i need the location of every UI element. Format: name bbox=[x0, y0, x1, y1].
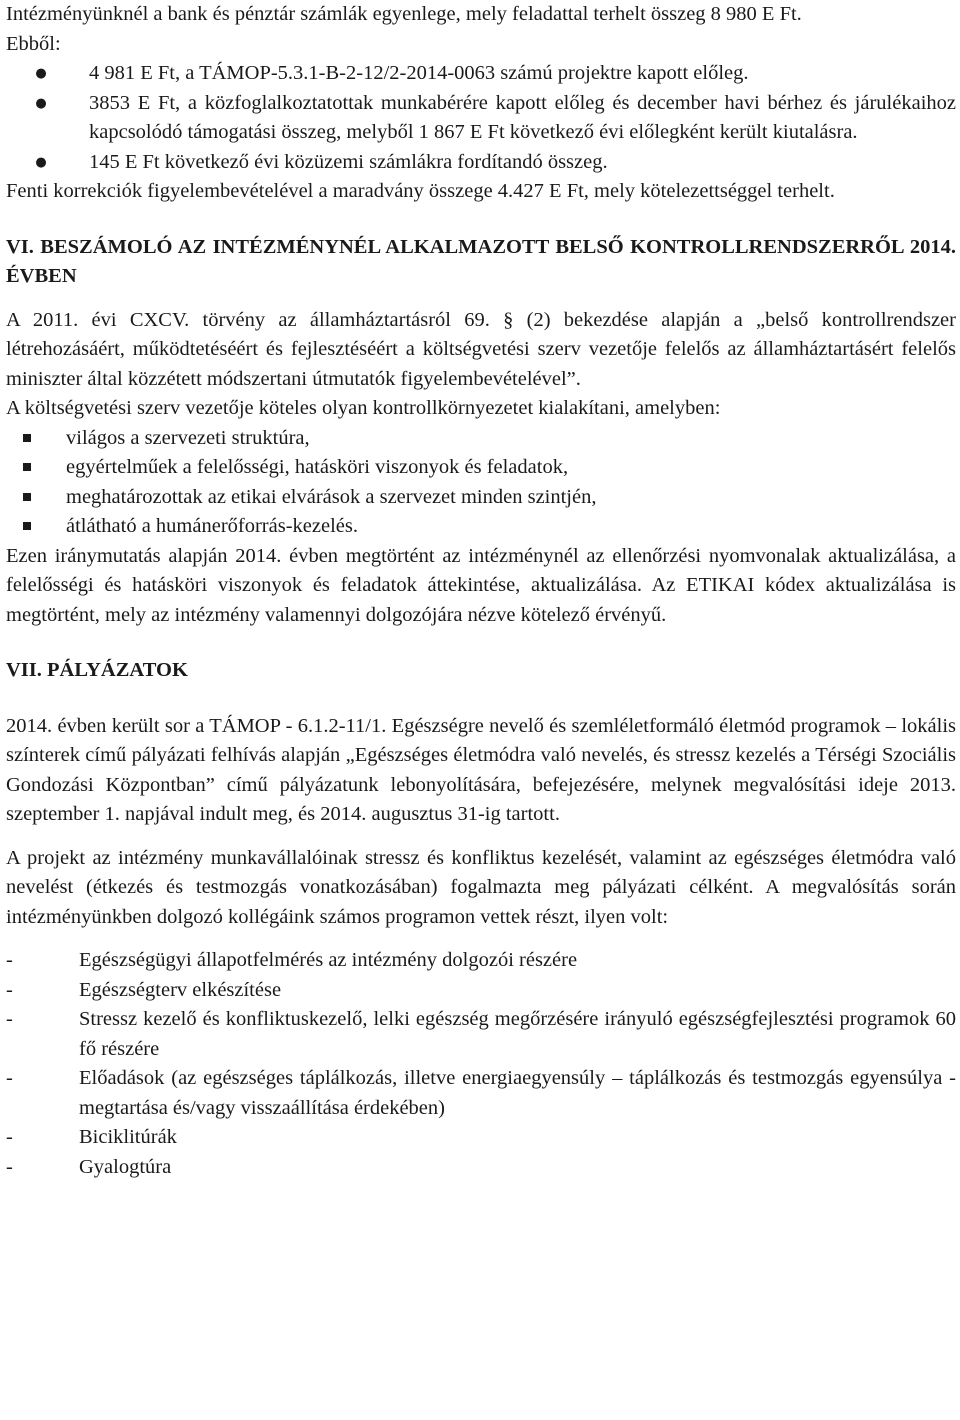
list-item: meghatározottak az etikai elvárások a szervezet minden szintjén, bbox=[6, 483, 956, 513]
square-bullet-icon bbox=[23, 463, 31, 471]
dash-bullet-icon: - bbox=[6, 1126, 13, 1148]
dash-bullet-icon: - bbox=[6, 1155, 13, 1178]
list-item: ● 3853 E Ft, a közfoglalkoztatottak munkabérére kapott előleg és december havi bérhez és járulékaihoz kapcsolódó támogatási összeg, melyből 1 867 E Ft következő évi előlegként került kiutalásra. bbox=[6, 89, 956, 148]
section-6-paragraph-3: Ezen iránymutatás alapján 2014. évben megtörtént az intézménynél az ellenőrzési nyomvonalak aktualizálása, a felelősségi és hatásköri viszonyok és feladatok áttekintése, aktualizálása. Az ETIKAI kódex aktualizálása is megtörtént, mely az intézmény valamennyi dolgozójára nézve kötelező érvényű. bbox=[6, 544, 956, 626]
square-bullet-icon bbox=[23, 434, 31, 442]
section-6-paragraph-2: A költségvetési szerv vezetője köteles olyan kontrollkörnyezetet kialakítani, amelyben: bbox=[6, 397, 721, 419]
section-7-paragraph-2: A projekt az intézmény munkavállalóinak stressz és konfliktus kezelését, valamint az egészséges életmódra való nevelést (étkezés és testmozgás vonatkozásában) fogalmazta meg pályázati célként. A megvalósítás során intézményünkben dolgozó kollégáink számos programon vettek részt, ilyen volt: bbox=[6, 846, 956, 928]
document-page bbox=[6, 0, 956, 1182]
list-item: - Egészségügyi állapotfelmérés az intézmény dolgozói részére bbox=[6, 946, 956, 976]
dash-bullet-icon: - bbox=[6, 1008, 13, 1030]
section-6-heading: VI. BESZÁMOLÓ AZ INTÉZMÉNYNÉL ALKALMAZOTT BELSŐ KONTROLLRENDSZERRŐL 2014. ÉVBEN bbox=[6, 235, 956, 287]
list-item: - Stressz kezelő és konfliktuskezelő, lelki egészség megőrzésére irányuló egészségfejlesztési programok 60 fő részére bbox=[6, 1005, 956, 1064]
dash-bullet-icon: - bbox=[6, 1067, 13, 1089]
section-7-paragraph-1: 2014. évben került sor a TÁMOP - 6.1.2-11/1. Egészségre nevelő és szemléletformáló életmód programok – lokális színterek című pályázati felhívás alapján „Egészséges életmódra való nevelés, és stressz kezelés a Térségi Szociális Gondozási Központban” című pályázatunk lebonyolítására, befejezésére, melynek megvalósítási ideje 2013. szeptember 1. napjával indult meg, és 2014. augusztus 31-ig tartott. bbox=[6, 714, 956, 825]
list-item: egyértelműek a felelősségi, hatásköri viszonyok és feladatok, bbox=[6, 453, 956, 483]
list-item: ● 4 981 E Ft, a TÁMOP-5.3.1-B-2-12/2-2014-0063 számú projektre kapott előleg. bbox=[6, 59, 956, 89]
square-bullet-icon bbox=[23, 493, 31, 501]
list-item: - Egészségterv elkészítése bbox=[6, 976, 956, 1006]
control-environment-list bbox=[6, 424, 956, 542]
remainder-breakdown-list bbox=[6, 59, 956, 177]
list-item: - Biciklitúrák bbox=[6, 1123, 956, 1153]
section-7-heading: VII. PÁLYÁZATOK bbox=[6, 659, 188, 681]
list-item: világos a szervezeti struktúra, bbox=[6, 424, 956, 454]
square-bullet-icon bbox=[23, 522, 31, 530]
bullet-icon: ● bbox=[35, 95, 47, 111]
correction-paragraph: Fenti korrekciók figyelembevételével a maradvány összege 4.427 E Ft, mely kötelezettséggel terhelt. bbox=[6, 180, 835, 202]
intro-ebbol: Ebből: bbox=[6, 32, 61, 55]
list-item: - Előadások (az egészséges táplálkozás, illetve energiaegyensúly – táplálkozás és testmozgás egyensúlya - megtartása és/vagy visszaállítása érdekében) bbox=[6, 1064, 956, 1123]
bullet-icon: ● bbox=[35, 154, 47, 170]
list-item: ● 145 E Ft következő évi közüzemi számlákra fordítandó összeg. bbox=[6, 148, 956, 178]
section-6-paragraph-1: A 2011. évi CXCV. törvény az államháztartásról 69. § (2) bekezdése alapján a „belső kontrollrendszer létrehozásáért, működtetéséért és fejlesztéséért a költségvetési szerv vezetője felelős az államháztartásért felelős miniszter által közzétett módszertani útmutatók figyelembevételével”. bbox=[6, 308, 956, 390]
programs-list bbox=[6, 946, 956, 1182]
bullet-icon: ● bbox=[35, 66, 47, 81]
dash-bullet-icon: - bbox=[6, 949, 13, 971]
list-item: átlátható a humánerőforrás-kezelés. bbox=[6, 512, 956, 542]
intro-paragraph: Intézményünknél a bank és pénztár számlák egyenlege, mely feladattal terhelt összeg 8 980 E Ft. bbox=[6, 3, 802, 25]
dash-bullet-icon: - bbox=[6, 978, 13, 1001]
list-item: - Gyalogtúra bbox=[6, 1153, 956, 1183]
